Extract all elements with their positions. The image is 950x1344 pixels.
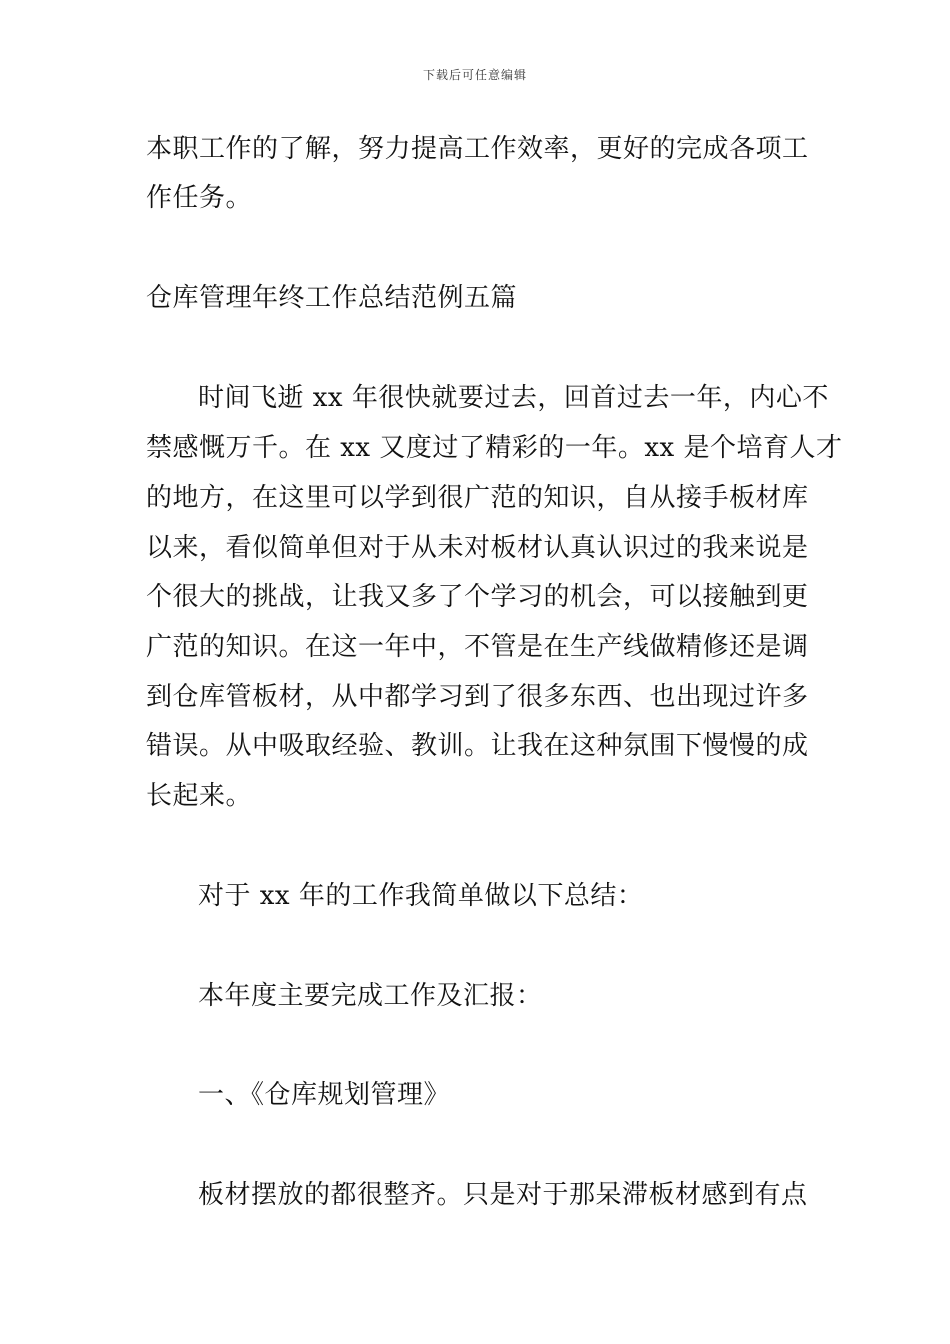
paragraph-3-line-4: 以来，看似简单但对于从未对板材认真认识过的我来说是 (146, 533, 809, 563)
paragraph-3-line-9: 长起来。 (146, 781, 253, 811)
paragraph-5-line-1: 本年度主要完成工作及汇报： (198, 981, 543, 1011)
paragraph-4-line-1: 对于 xx 年的工作我简单做以下总结： (198, 881, 644, 911)
paragraph-3-line-6: 广范的知识。在这一年中，不管是在生产线做精修还是调 (146, 632, 809, 662)
section-title: 仓库管理年终工作总结范例五篇 (146, 283, 518, 313)
paragraph-7-line-1: 板材摆放的都很整齐。只是对于那呆滞板材感到有点 (198, 1180, 808, 1210)
paragraph-1-line-2: 作任务。 (146, 183, 253, 213)
paragraph-3-line-8: 错误。从中吸取经验、教训。让我在这种氛围下慢慢的成 (146, 731, 809, 761)
page-header: 下载后可任意编辑 (422, 68, 527, 82)
subsection-title: 一、《仓库规划管理》 (198, 1080, 451, 1110)
paragraph-3-line-2: 禁感慨万千。在 xx 又度过了精彩的一年。xx 是个培育人才 (146, 433, 843, 463)
paragraph-3-line-7: 到仓库管板材，从中都学习到了很多东西、也出现过许多 (146, 682, 809, 712)
paragraph-3-line-3: 的地方，在这里可以学到很广范的知识，自从接手板材库 (146, 483, 809, 513)
paragraph-3-line-1: 时间飞逝 xx 年很快就要过去，回首过去一年，内心不 (198, 383, 829, 413)
paragraph-1-line-1: 本职工作的了解，努力提高工作效率，更好的完成各项工 (146, 134, 809, 164)
paragraph-3-line-5: 个很大的挑战，让我又多了个学习的机会，可以接触到更 (146, 582, 809, 612)
